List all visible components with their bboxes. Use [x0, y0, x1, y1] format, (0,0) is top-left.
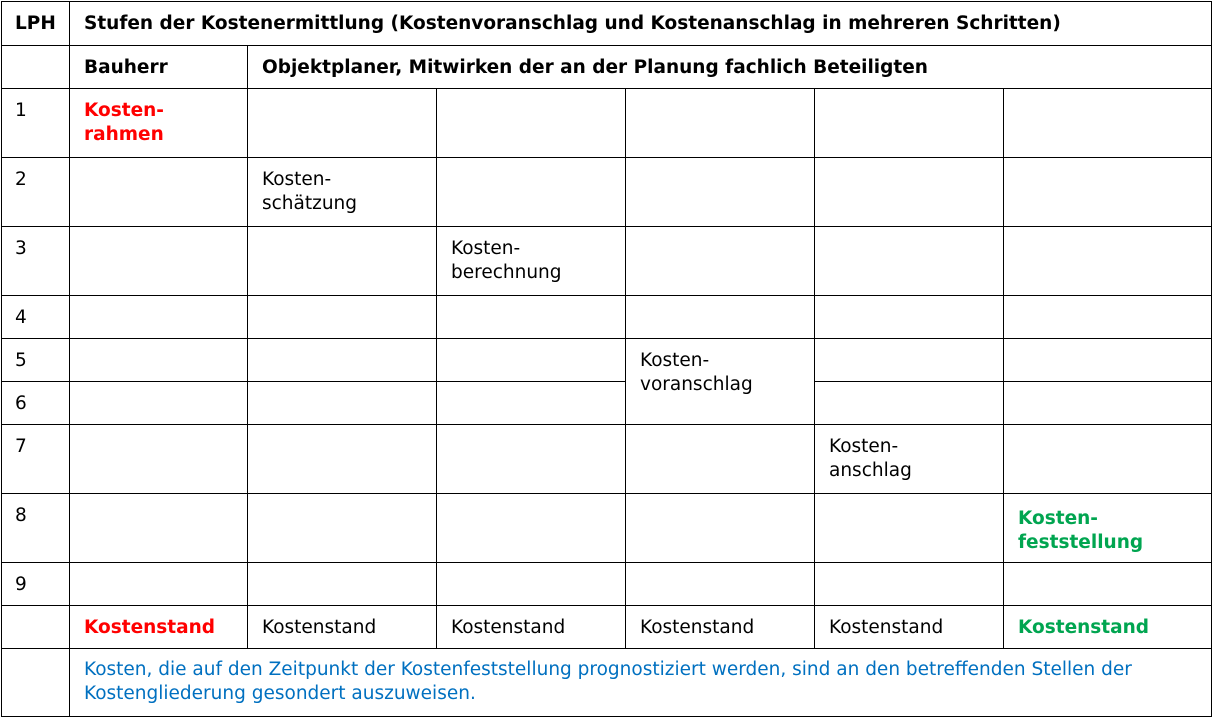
phase-row-7 [2, 425, 1212, 494]
kostenstand-bauherr: Kostenstand [70, 606, 248, 649]
kostenvoranschlag-cell [626, 339, 815, 425]
kostenfeststellung-line-1: Kosten- [1018, 508, 1098, 529]
kostenschaetzung-line-1: Kosten- [262, 169, 332, 190]
kostenstand-cell: Kostenstand [248, 606, 437, 649]
empty-cell [248, 227, 437, 296]
phase-row-5 [2, 339, 1212, 382]
footnote-row [2, 649, 1212, 717]
phase-number: 1 [2, 89, 70, 158]
kostenstand-final: Kostenstand [1004, 606, 1212, 649]
kostenanschlag-cell [815, 425, 1004, 494]
empty-cell [1004, 227, 1212, 296]
empty-cell [70, 425, 248, 494]
subheader-row [2, 46, 1212, 89]
empty-cell [626, 563, 815, 606]
kostenschaetzung-cell [248, 158, 437, 227]
empty-cell [70, 563, 248, 606]
kostenanschlag-line-2: anschlag [829, 460, 912, 481]
kostenanschlag-line-1: Kosten- [829, 436, 899, 457]
kostenvoranschlag-line-1: Kosten- [640, 350, 710, 371]
empty-cell [70, 382, 248, 425]
empty-cell [1004, 158, 1212, 227]
phase-row-8 [2, 494, 1212, 563]
phase-number: 7 [2, 425, 70, 494]
kostenschaetzung-line-2: schätzung [262, 193, 358, 214]
phase-row-9 [2, 563, 1212, 606]
kostenstand-cell: Kostenstand [626, 606, 815, 649]
empty-cell [70, 227, 248, 296]
phase-row-6 [2, 382, 1212, 425]
kostenstand-cell: Kostenstand [437, 606, 626, 649]
empty-cell [1004, 89, 1212, 158]
phase-row-3 [2, 227, 1212, 296]
kostenrahmen-cell [70, 89, 248, 158]
phase-number: 8 [2, 494, 70, 563]
empty-cell [1004, 339, 1212, 382]
phase-row-1 [2, 89, 1212, 158]
kostenberechnung-cell [437, 227, 626, 296]
empty-cell [2, 649, 70, 717]
kostenberechnung-line-2: berechnung [451, 262, 562, 283]
empty-cell [626, 425, 815, 494]
empty-cell [815, 89, 1004, 158]
kostenberechnung-line-1: Kosten- [451, 238, 521, 259]
empty-cell [1004, 425, 1212, 494]
empty-cell [815, 382, 1004, 425]
empty-cell [248, 425, 437, 494]
footnote-text: Kosten, die auf den Zeitpunkt der Kostenfeststellung prognostiziert werden, sind an den betreffenden Stellen der Kostengliederung gesondert auszuweisen. [70, 649, 1212, 717]
empty-cell [626, 158, 815, 227]
kostenfeststellung-cell [1004, 494, 1212, 563]
lph-header: LPH [2, 2, 70, 46]
empty-cell [815, 296, 1004, 339]
kostenstand-row [2, 606, 1212, 649]
empty-cell [248, 494, 437, 563]
empty-cell [70, 339, 248, 382]
objektplaner-header: Objektplaner, Mitwirken der an der Planung fachlich Beteiligten [248, 46, 1212, 89]
bauherr-header: Bauherr [70, 46, 248, 89]
empty-cell [437, 339, 626, 382]
kostenrahmen-line-2: rahmen [84, 124, 164, 145]
empty-cell [70, 494, 248, 563]
empty-cell [437, 425, 626, 494]
kostenvoranschlag-line-2: voranschlag [640, 374, 753, 395]
phase-number: 4 [2, 296, 70, 339]
empty-cell [815, 227, 1004, 296]
empty-cell [2, 606, 70, 649]
phase-number: 9 [2, 563, 70, 606]
empty-cell [248, 563, 437, 606]
empty-cell [437, 563, 626, 606]
kostenstand-cell: Kostenstand [815, 606, 1004, 649]
empty-cell [70, 158, 248, 227]
phase-number: 5 [2, 339, 70, 382]
empty-cell [248, 382, 437, 425]
empty-cell [248, 89, 437, 158]
phase-number: 2 [2, 158, 70, 227]
phase-number: 6 [2, 382, 70, 425]
empty-cell [437, 89, 626, 158]
kostenfeststellung-line-2: feststellung [1018, 532, 1144, 553]
header-row [2, 2, 1212, 46]
empty-cell [2, 46, 70, 89]
empty-cell [815, 339, 1004, 382]
empty-cell [815, 563, 1004, 606]
empty-cell [815, 158, 1004, 227]
empty-cell [815, 494, 1004, 563]
empty-cell [437, 494, 626, 563]
table-title: Stufen der Kostenermittlung (Kostenvoranschlag und Kostenanschlag in mehreren Schritten) [70, 2, 1212, 46]
empty-cell [626, 296, 815, 339]
empty-cell [626, 227, 815, 296]
empty-cell [248, 296, 437, 339]
empty-cell [1004, 563, 1212, 606]
empty-cell [1004, 382, 1212, 425]
empty-cell [248, 339, 437, 382]
phase-row-4 [2, 296, 1212, 339]
empty-cell [437, 158, 626, 227]
empty-cell [1004, 296, 1212, 339]
empty-cell [70, 296, 248, 339]
empty-cell [437, 296, 626, 339]
phase-number: 3 [2, 227, 70, 296]
cost-estimation-table [1, 1, 1212, 717]
kostenrahmen-line-1: Kosten- [84, 100, 164, 121]
phase-row-2 [2, 158, 1212, 227]
empty-cell [626, 494, 815, 563]
empty-cell [437, 382, 626, 425]
empty-cell [626, 89, 815, 158]
